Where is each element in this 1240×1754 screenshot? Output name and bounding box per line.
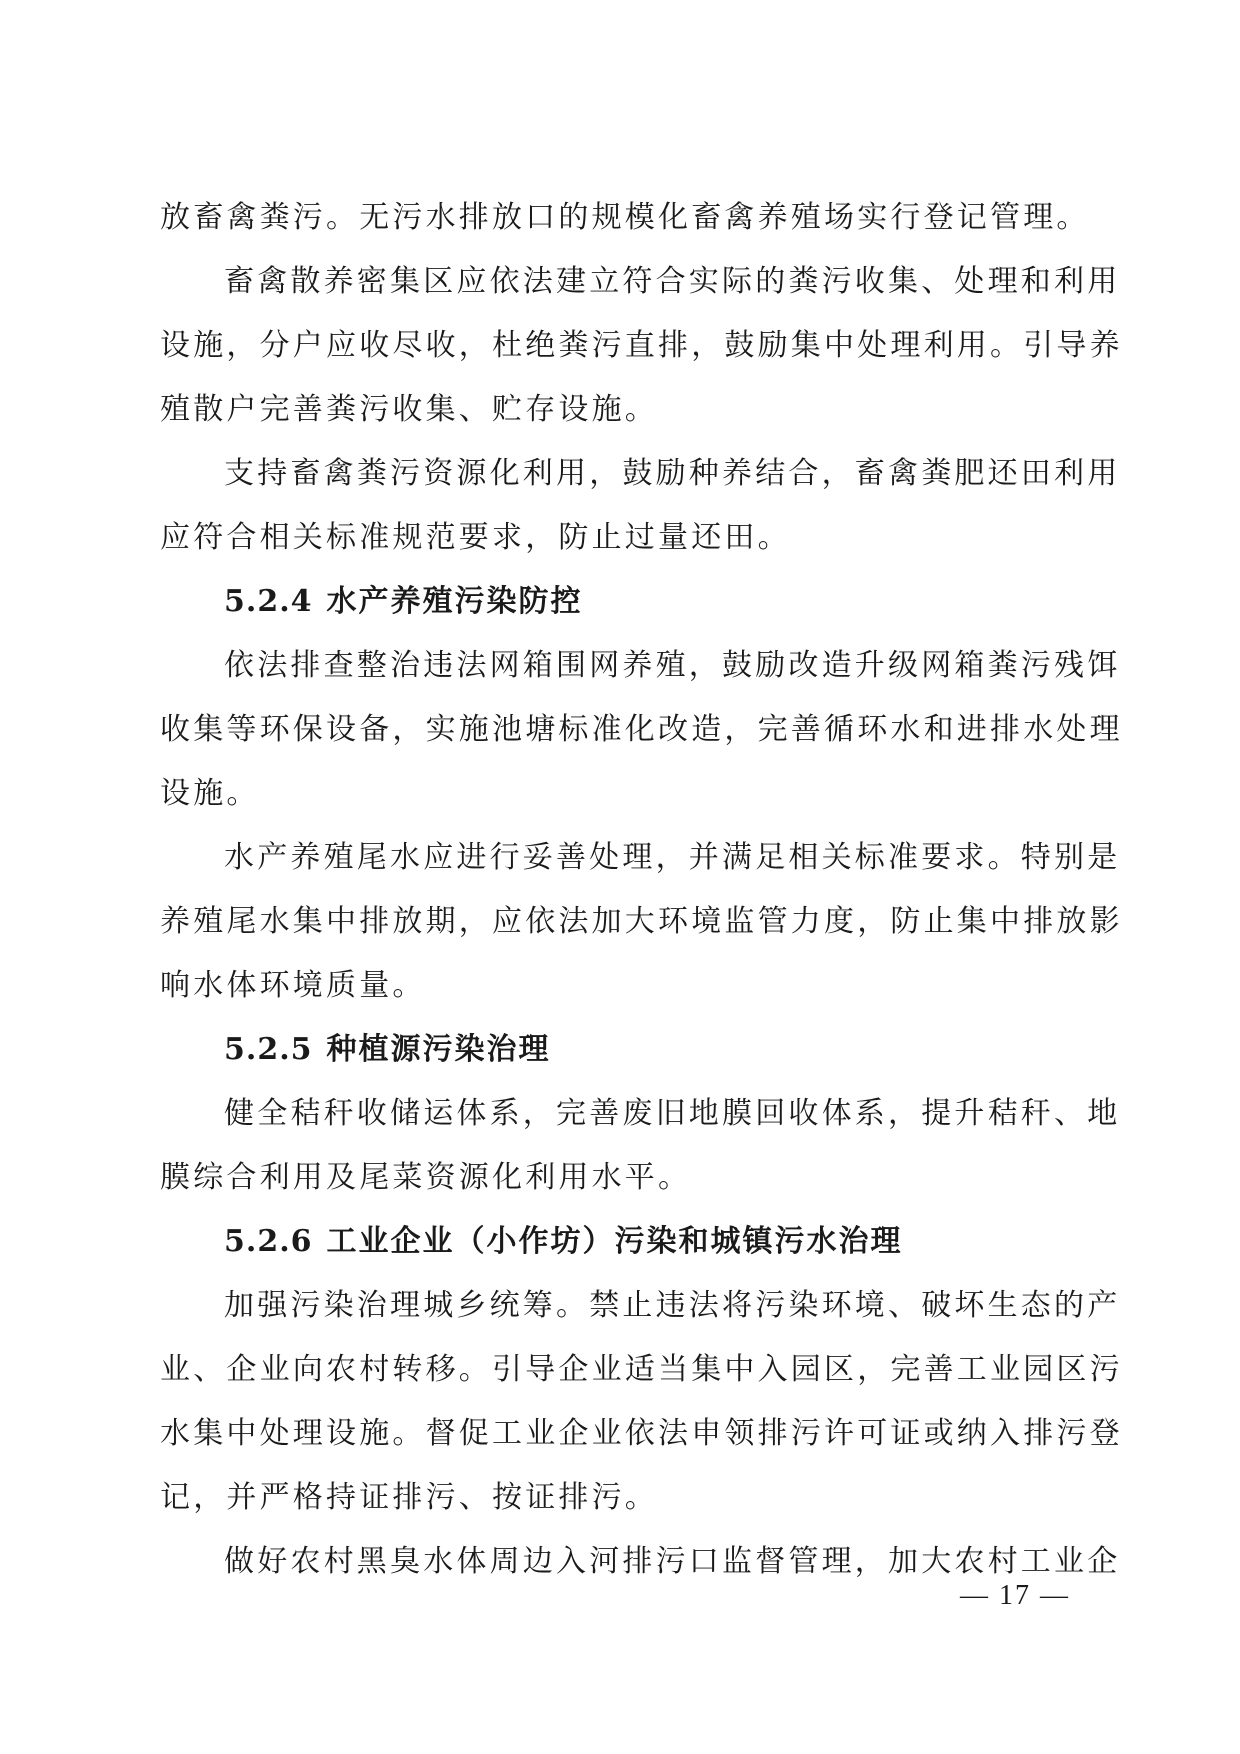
paragraph-line: 记，并严格持证排污、按证排污。 xyxy=(160,1480,658,1515)
paragraph-line: 养殖尾水集中排放期，应依法加大环境监管力度，防止集中排放影 xyxy=(160,904,1123,939)
paragraph-line: 收集等环保设备，实施池塘标准化改造，完善循环水和进排水处理 xyxy=(160,712,1123,747)
paragraph-line: 健全秸秆收储运体系，完善废旧地膜回收体系，提升秸秆、地 xyxy=(224,1096,1121,1131)
paragraph-line: 应符合相关标准规范要求，防止过量还田。 xyxy=(160,520,791,555)
section-number: 5.2.5 xyxy=(224,1032,313,1067)
section-heading-5-2-4 xyxy=(160,570,1090,634)
section-number: 5.2.4 xyxy=(224,584,313,619)
paragraph-line: 放畜禽粪污。无污水排放口的规模化畜禽养殖场实行登记管理。 xyxy=(160,200,1090,235)
section-title: 种植源污染治理 xyxy=(326,1032,551,1067)
paragraph-line: 响水体环境质量。 xyxy=(160,968,426,1003)
paragraph-line: 膜综合利用及尾菜资源化利用水平。 xyxy=(160,1160,692,1195)
paragraph-line: 畜禽散养密集区应依法建立符合实际的粪污收集、处理和利用 xyxy=(224,264,1121,299)
section-title: 水产养殖污染防控 xyxy=(326,584,583,619)
page-number: — 17 — xyxy=(960,1580,1070,1611)
paragraph-line: 水集中处理设施。督促工业企业依法申领排污许可证或纳入排污登 xyxy=(160,1416,1123,1451)
paragraph-line: 设施，分户应收尽收，杜绝粪污直排，鼓励集中处理利用。引导养 xyxy=(160,328,1123,363)
paragraph-line: 加强污染治理城乡统筹。禁止违法将污染环境、破坏生态的产 xyxy=(224,1288,1121,1323)
section-title: 工业企业（小作坊）污染和城镇污水治理 xyxy=(326,1224,903,1259)
section-heading-5-2-5 xyxy=(160,1018,1090,1082)
paragraph-line: 依法排查整治违法网箱围网养殖，鼓励改造升级网箱粪污残饵 xyxy=(224,648,1121,683)
paragraph-line: 设施。 xyxy=(160,776,260,811)
document-body xyxy=(160,186,1123,1594)
paragraph-line: 水产养殖尾水应进行妥善处理，并满足相关标准要求。特别是 xyxy=(224,840,1121,875)
paragraph-line: 做好农村黑臭水体周边入河排污口监督管理，加大农村工业企 xyxy=(224,1544,1121,1579)
section-heading-5-2-6 xyxy=(160,1210,1090,1274)
paragraph-line: 业、企业向农村转移。引导企业适当集中入园区，完善工业园区污 xyxy=(160,1352,1123,1387)
section-number: 5.2.6 xyxy=(224,1224,313,1259)
paragraph-line: 支持畜禽粪污资源化利用，鼓励种养结合，畜禽粪肥还田利用 xyxy=(224,456,1121,491)
paragraph-line: 殖散户完善粪污收集、贮存设施。 xyxy=(160,392,658,427)
